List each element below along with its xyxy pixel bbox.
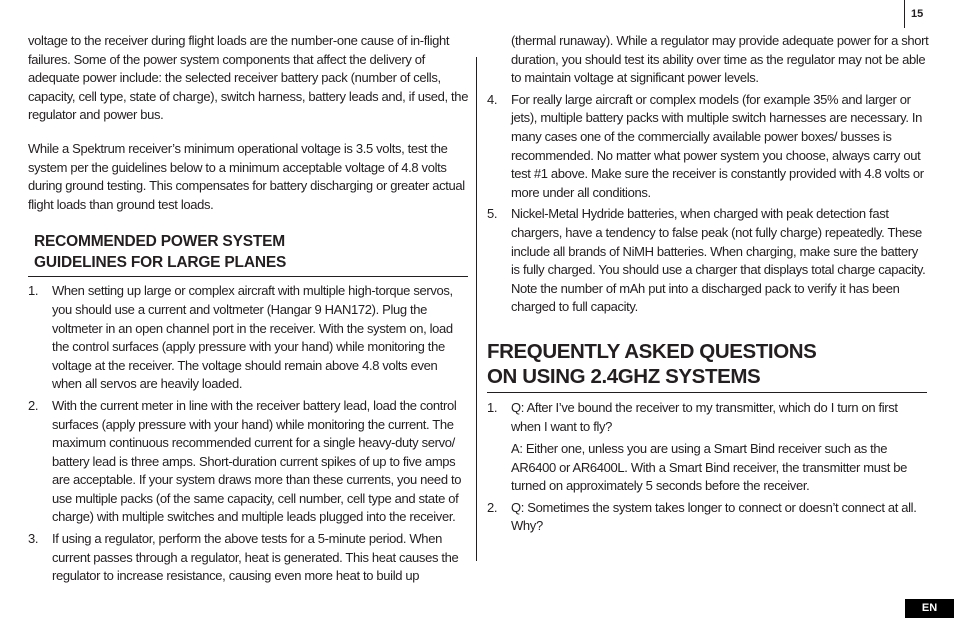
list-number: 3.: [28, 531, 39, 547]
faq-question: Q: Sometimes the system takes longer to connect or doesn’t connect at all. Why?: [511, 499, 917, 534]
faq-question: Q: After I’ve bound the receiver to my transmitter, which do I turn on first when I want to fly?: [511, 399, 898, 434]
continued-text: (thermal runaway). While a regulator may provide adequate power for a short duration, you should test its ability over time as the regulator may not be able to maintain voltage at significant power levels.: [511, 33, 929, 86]
right-column: [487, 32, 929, 539]
faq-heading-line-2: ON USING 2.4GHZ SYSTEMS: [487, 364, 761, 388]
list-item: [28, 282, 470, 394]
language-badge: EN: [905, 599, 954, 618]
faq-heading: [487, 339, 927, 393]
list-text: Nickel-Metal Hydride batteries, when charged with peak detection fast chargers, have a tendency to false peak (not fully charge) repeatedly. These include all brands of NiMH batteries. When charging, make sure the battery is fully charged. You should use a charger that displays total charge capacity. Note the number of mAh put into a discharged pack to verify it has been charged to full capacity.: [511, 206, 926, 315]
list-item: [487, 91, 929, 203]
list-number: 5.: [487, 206, 498, 222]
voltage-paragraph: While a Spektrum receiver’s minimum operational voltage is 3.5 volts, test the system per the guidelines below to a minimum acceptable voltage of 4.8 volts during ground testing. This compensates for battery discharging or greater actual flight loads than ground test loads.: [28, 140, 465, 212]
list-text: With the current meter in line with the receiver battery lead, load the control surfaces (apply pressure with your hand) while monitoring the current. The maximum continuous recommended current for a single heavy-duty servo/ battery lead is three amps. Short-duration current spikes of up to five amps are acceptable. If your system draws more than these currents, you need to use multiple packs (of the same capacity, cell number, cell type and state of charge) with multiple switches and multiple leads plugged into the receiver.: [52, 397, 462, 525]
faq-number: 2.: [487, 499, 498, 515]
list-item: [28, 397, 470, 527]
intro-paragraph: voltage to the receiver during flight loads are the number-one cause of in-flight failures. Some of the power system components that affect the delivery of adequate power include: the selected receiver battery pack (number of cells, capacity, cell type, state of charge), switch harness, battery leads and, if used, the regulator and power bus.: [28, 33, 469, 123]
heading-line-1: RECOMMENDED POWER SYSTEM: [34, 233, 285, 251]
section-heading-power-system: [28, 231, 468, 277]
faq-item: [487, 499, 929, 536]
faq-answer: A: Either one, unless you are using a Smart Bind receiver such as the AR6400 or AR6400L. With a Smart Bind receiver, the transmitter must be turned on approximately 5 seconds before the receiver.: [511, 441, 908, 494]
list-number: 4.: [487, 91, 498, 107]
guidelines-list: [28, 282, 470, 586]
list-number: 1.: [28, 283, 39, 299]
heading-line-2: GUIDELINES FOR LARGE PLANES: [34, 254, 287, 272]
list-text: When setting up large or complex aircraft with multiple high-torque servos, you should use a current and voltmeter (Hangar 9 HAN172). Plug the voltmeter in an open channel port in the receiver. With the system on, load the control surfaces (apply pressure with your hand) while monitoring the voltage at the receiver. The voltage should remain above 4.8 volts even when all servos are heavily loaded.: [52, 283, 453, 392]
list-text: For really large aircraft or complex models (for example 35% and larger or jets), multiple battery packs with multiple switch harnesses are necessary. In many cases one of the commercially available power boxes/ busses is recommended. No matter what power system you choose, always carry out test #1 above. Make sure the receiver is constantly provided with 4.8 volts or more under all conditions.: [511, 91, 924, 200]
faq-number: 1.: [487, 399, 498, 415]
faq-list: [487, 399, 929, 536]
faq-item: [487, 399, 929, 496]
list-item: [487, 205, 929, 317]
faq-heading-line-1: FREQUENTLY ASKED QUESTIONS: [487, 339, 817, 363]
column-divider: [476, 57, 477, 561]
list-number: 2.: [28, 397, 39, 413]
guidelines-list-continued: [487, 91, 929, 317]
list-item: [28, 530, 470, 586]
list-text: If using a regulator, perform the above tests for a 5-minute period. When current passes through a regulator, heat is generated. This heat causes the regulator to increase resistance, causing even more heat to build up: [52, 531, 459, 584]
page-number: 15: [904, 0, 954, 28]
left-column: [28, 32, 470, 589]
